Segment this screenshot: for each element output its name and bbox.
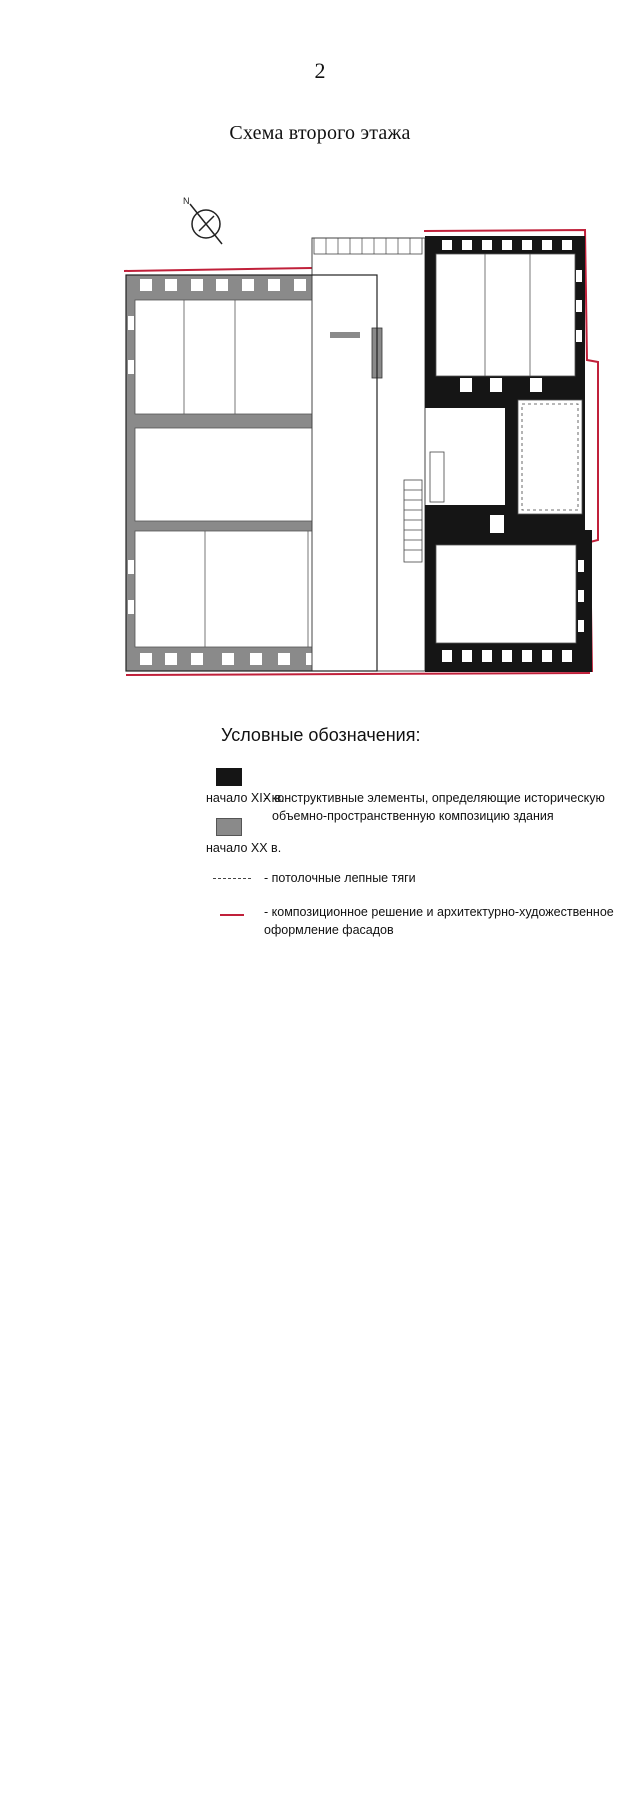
legend-text-ceiling-moldings: - потолочные лепные тяги bbox=[264, 871, 416, 885]
compass-north-label: N bbox=[183, 196, 190, 206]
east-block bbox=[425, 236, 592, 672]
legend-heading: Условные обозначения: bbox=[221, 725, 421, 745]
central-corridor bbox=[312, 238, 444, 671]
legend-red-line-symbol bbox=[220, 914, 244, 916]
legend-swatch-19th-century bbox=[216, 768, 242, 786]
legend-text-structural-line1: - конструктивные элементы, определяющие историческую bbox=[264, 791, 605, 805]
legend-text-structural-line2: объемно-пространственную композицию здания bbox=[272, 809, 554, 823]
legend-dashed-line-symbol bbox=[213, 878, 251, 879]
legend-swatch-20th-century bbox=[216, 818, 242, 836]
legend-period-19th: начало XIX в. bbox=[206, 791, 285, 805]
legend-period-20th: начало XX в. bbox=[206, 841, 282, 855]
page-title: Схема второго этажа bbox=[229, 122, 411, 144]
compass-icon bbox=[183, 196, 222, 244]
legend-text-facade-line2: оформление фасадов bbox=[264, 923, 394, 937]
page-number: 2 bbox=[314, 58, 326, 83]
legend-text-facade-line1: - композиционное решение и архитектурно-художественное bbox=[264, 905, 614, 919]
